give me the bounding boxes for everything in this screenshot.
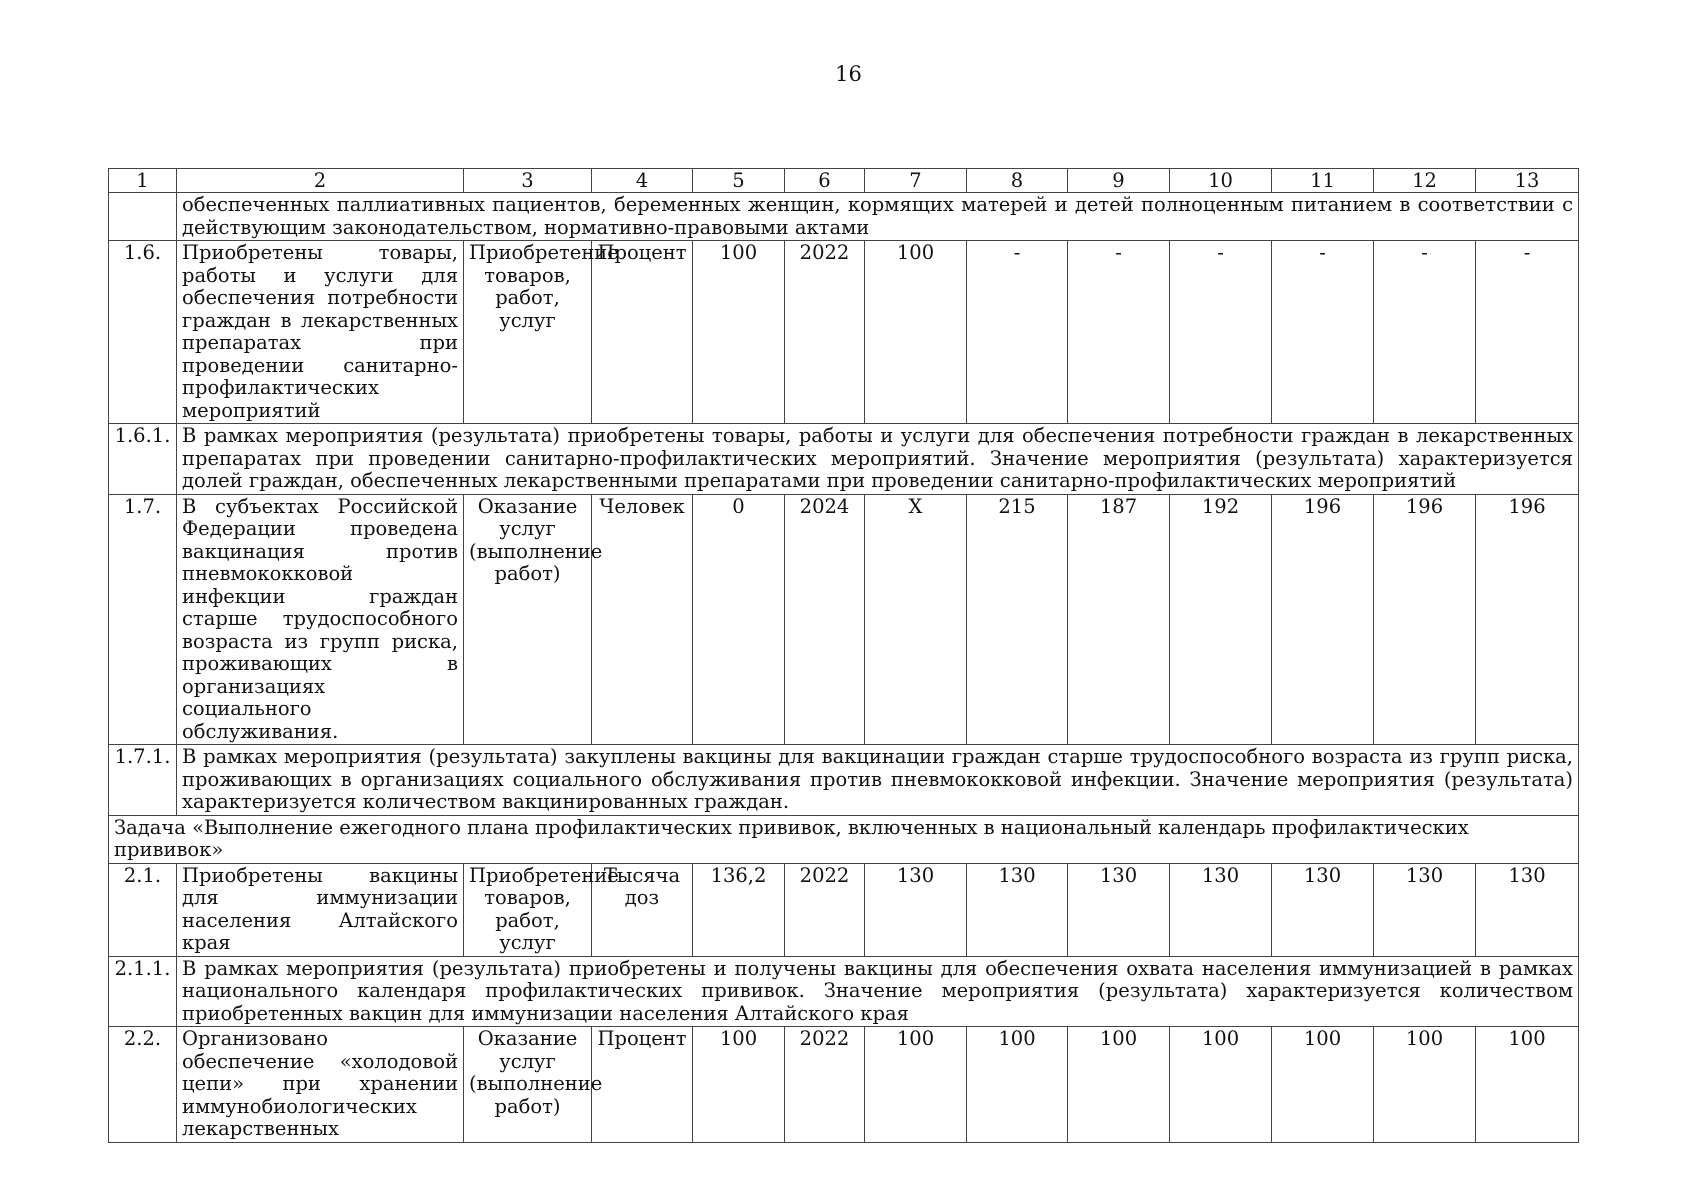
column-number-row bbox=[109, 169, 1579, 193]
continuation-note: обеспеченных паллиативных пациентов, беременных женщин, кормящих матерей и детей полноценным питанием в соответствии с действующим законодательством, нормативно-правовыми актами bbox=[177, 193, 1579, 241]
value-10: 100 bbox=[1170, 1027, 1272, 1143]
value-13: 130 bbox=[1476, 863, 1579, 956]
result-name: Организовано обеспечение «холодовой цепи» при хранении иммунобиологических лекарственных bbox=[177, 1027, 464, 1143]
value-9: - bbox=[1068, 241, 1170, 424]
row-number: 1.7. bbox=[109, 494, 177, 745]
unit: Человек bbox=[592, 494, 693, 745]
column-number: 13 bbox=[1476, 169, 1579, 193]
value-12: - bbox=[1374, 241, 1476, 424]
table-row bbox=[109, 863, 1579, 956]
result-name: В субъектах Российской Федерации проведена вакцинация против пневмококковой инфекции граждан старше трудоспособного возраста из групп риска, проживающих в организациях социального обслуживания. bbox=[177, 494, 464, 745]
note-text: В рамках мероприятия (результата) закуплены вакцины для вакцинации граждан старше трудоспособного возраста из групп риска, проживающих в организациях социального обслуживания против пневмококковой инфекции. Значение мероприятия (результата) характеризуется количеством вакцинированных граждан. bbox=[177, 745, 1579, 816]
value-7: X bbox=[865, 494, 967, 745]
value-13: - bbox=[1476, 241, 1579, 424]
column-number: 7 bbox=[865, 169, 967, 193]
row-number: 2.2. bbox=[109, 1027, 177, 1143]
table-row bbox=[109, 241, 1579, 424]
value-11: 100 bbox=[1272, 1027, 1374, 1143]
value-9: 130 bbox=[1068, 863, 1170, 956]
value-8: 130 bbox=[967, 863, 1068, 956]
unit: Процент bbox=[592, 241, 693, 424]
result-type: Оказание услуг (выполнение работ) bbox=[464, 1027, 592, 1143]
note-number: 2.1.1. bbox=[109, 956, 177, 1027]
result-type: Оказание услуг (выполнение работ) bbox=[464, 494, 592, 745]
row-number: 2.1. bbox=[109, 863, 177, 956]
value-11: 130 bbox=[1272, 863, 1374, 956]
note-number: 1.6.1. bbox=[109, 424, 177, 495]
base-year: 2022 bbox=[785, 241, 865, 424]
value-11: - bbox=[1272, 241, 1374, 424]
base-year: 2022 bbox=[785, 1027, 865, 1143]
base-value: 100 bbox=[693, 241, 785, 424]
value-12: 196 bbox=[1374, 494, 1476, 745]
note-row bbox=[109, 956, 1579, 1027]
indicators-table bbox=[108, 168, 1579, 1143]
column-number: 6 bbox=[785, 169, 865, 193]
page-number: 16 bbox=[835, 62, 862, 86]
column-number: 2 bbox=[177, 169, 464, 193]
column-number: 10 bbox=[1170, 169, 1272, 193]
value-12: 130 bbox=[1374, 863, 1476, 956]
column-number: 12 bbox=[1374, 169, 1476, 193]
base-year: 2022 bbox=[785, 863, 865, 956]
value-9: 187 bbox=[1068, 494, 1170, 745]
column-number: 11 bbox=[1272, 169, 1374, 193]
value-12: 100 bbox=[1374, 1027, 1476, 1143]
value-8: 100 bbox=[967, 1027, 1068, 1143]
note-text: В рамках мероприятия (результата) приобретены товары, работы и услуги для обеспечения потребности граждан в лекарственных препаратах при проведении санитарно-профилактических мероприятий. Значение мероприятия (результата) характеризуется долей граждан, обеспеченных лекарственными препаратами при проведении санитарно-профилактических мероприятий bbox=[177, 424, 1579, 495]
base-value: 136,2 bbox=[693, 863, 785, 956]
value-8: - bbox=[967, 241, 1068, 424]
note-row bbox=[109, 745, 1579, 816]
note-number: 1.7.1. bbox=[109, 745, 177, 816]
task-row bbox=[109, 815, 1579, 863]
result-type: Приобретение товаров, работ, услуг bbox=[464, 863, 592, 956]
unit: Тысяча доз bbox=[592, 863, 693, 956]
row-number: 1.6. bbox=[109, 241, 177, 424]
value-7: 100 bbox=[865, 1027, 967, 1143]
value-7: 130 bbox=[865, 863, 967, 956]
value-7: 100 bbox=[865, 241, 967, 424]
column-number: 9 bbox=[1068, 169, 1170, 193]
note-row bbox=[109, 424, 1579, 495]
column-number: 1 bbox=[109, 169, 177, 193]
value-8: 215 bbox=[967, 494, 1068, 745]
continuation-row bbox=[109, 193, 1579, 241]
base-value: 100 bbox=[693, 1027, 785, 1143]
table-row bbox=[109, 494, 1579, 745]
column-number: 3 bbox=[464, 169, 592, 193]
value-10: 192 bbox=[1170, 494, 1272, 745]
result-type: Приобретение товаров, работ, услуг bbox=[464, 241, 592, 424]
value-13: 196 bbox=[1476, 494, 1579, 745]
value-11: 196 bbox=[1272, 494, 1374, 745]
note-text: В рамках мероприятия (результата) приобретены и получены вакцины для обеспечения охвата населения иммунизацией в рамках национального календаря профилактических прививок. Значение мероприятия (результата) характеризуется количеством приобретенных вакцин для иммунизации населения Алтайского края bbox=[177, 956, 1579, 1027]
table-row bbox=[109, 1027, 1579, 1143]
column-number: 5 bbox=[693, 169, 785, 193]
value-9: 100 bbox=[1068, 1027, 1170, 1143]
unit: Процент bbox=[592, 1027, 693, 1143]
value-13: 100 bbox=[1476, 1027, 1579, 1143]
base-year: 2024 bbox=[785, 494, 865, 745]
value-10: - bbox=[1170, 241, 1272, 424]
value-10: 130 bbox=[1170, 863, 1272, 956]
task-title: Задача «Выполнение ежегодного плана профилактических прививок, включенных в национальный календарь профилактических прививок» bbox=[109, 815, 1579, 863]
column-number: 4 bbox=[592, 169, 693, 193]
base-value: 0 bbox=[693, 494, 785, 745]
result-name: Приобретены вакцины для иммунизации населения Алтайского края bbox=[177, 863, 464, 956]
result-name: Приобретены товары, работы и услуги для обеспечения потребности граждан в лекарственных препаратах при проведении санитарно-профилактических мероприятий bbox=[177, 241, 464, 424]
column-number: 8 bbox=[967, 169, 1068, 193]
